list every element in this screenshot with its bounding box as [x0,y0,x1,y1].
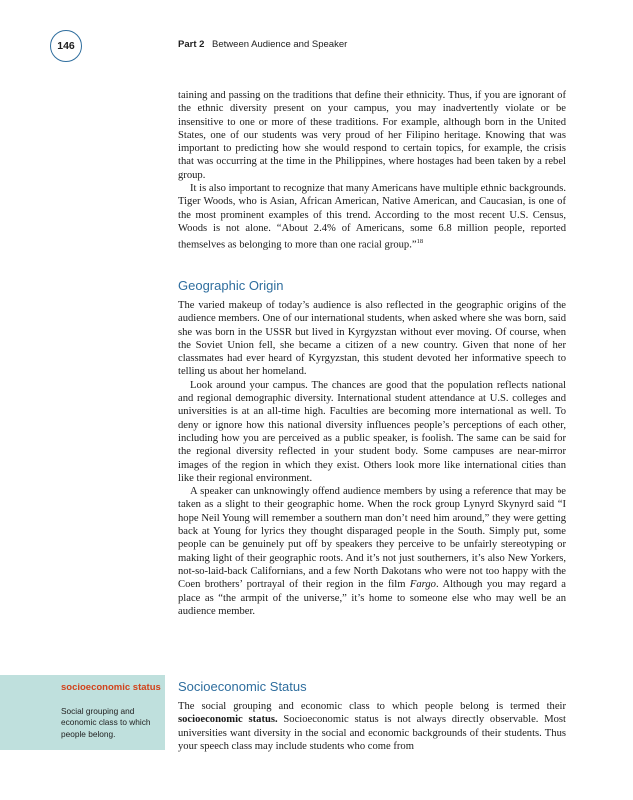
socioeconomic-paragraph-1 [178,700,566,753]
socioeconomic-paragraph-1-end: Socioeconomic status is not always directly observable. Most universities want diversity in the social and economic backgrounds of their students. Thus your speech class may include students who come from [178,714,566,752]
footnote-marker: 18 [416,238,424,246]
page-number: 146 [57,40,75,52]
section-heading-geographic-origin: Geographic Origin [178,278,284,293]
geographic-text-block [178,299,566,618]
geographic-paragraph-3 [178,485,566,618]
intro-paragraph-2-text: It is also important to recognize that many Americans have multiple ethnic backgrounds. Tiger Woods, who is Asian, African American, Native American, and Caucasian, is one of the most prominent examples of this trend. According to the most recent U.S. Census, Woods is not alone. “About 2.4% of Americans, some 6.8 million people, reported themselves as belonging to more than one racial group.” [178,183,566,251]
page-number-badge [50,30,82,62]
part-title: Between Audience and Speaker [212,39,348,50]
geographic-paragraph-2: Look around your campus. The chances are good that the population reflects national and regional demographic diversity. International student attendance at U.S. colleges and universities is at an all-time high. Faculties are becoming more international as well. To deny or ignore how this national diversity influences people’s perceptions of each other, including how you are perceived as a public speaker, is foolish. The same can be said for the regional diversity reflected in your student body. Some campuses are near-mirror images of the region in which they exist. Others look more like international cities than like their regional environment. [178,379,566,484]
key-term: socioeconomic status. [178,714,278,726]
intro-paragraph-1: taining and passing on the traditions that define their ethnicity. Thus, if you are ignorant of the ethnic diversity present on your campus, you may inadvertently violate or be insensitive to one or more of these traditions. For example, although born in the United States, one of our students was very proud of her Filipino heritage. Knowing that was important to predicting how she would respond to certain topics, for example, the crisis that was occurring at the time in the Philippines, where hostages had been taken by a rebel group. [178,90,566,181]
part-label: Part 2 [178,39,205,50]
geographic-paragraph-3-end: . Although you may regard a place as “the armpit of the universe,” it’s home to someone else who may well be an audience member. [178,579,567,617]
intro-paragraph-2 [178,182,566,252]
running-head [178,39,347,50]
socioeconomic-paragraph-1-start: The social grouping and economic class to which people belong is termed their [178,701,566,712]
glossary-term: socioeconomic status [61,682,161,693]
socioeconomic-text-block [178,700,566,753]
geographic-paragraph-3-start: A speaker can unknowingly offend audience members by using a reference that may be taken as a slight to their geographic home. When the rock group Lynyrd Skynyrd said “I hope Neil Young will remember a southern man don’t need him around,” they were getting back at Young for lyrics they thought disparaged people in the South. Simply put, some people can be genuinely put off by speakers they perceive to be unfairly stereotyping or making light of their geographic roots. And it’s not just southerners, it’s also New Yorkers, not-so-laid-back Californians, and a few North Dakotans who were not too happy with the Coen brothers’ portrayal of their region in the film [178,486,566,591]
film-title: Fargo [409,579,436,591]
geographic-paragraph-1: The varied makeup of today’s audience is also reflected in the geographic origins of the audience members. One of our international students, when asked where she was born, said she was born in the USSR but lived in Kyrgyzstan without ever moving. Of course, when the Soviet Union fell, she became a citizen of a new country. Given that none of her classmates had ever heard of Kyrgyzstan, this student devoted her informative speech to telling us about her homeland. [178,300,566,378]
section-heading-socioeconomic-status: Socioeconomic Status [178,679,307,694]
intro-text-block [178,89,566,252]
glossary-definition: Social grouping and economic class to which people belong. [61,706,151,739]
